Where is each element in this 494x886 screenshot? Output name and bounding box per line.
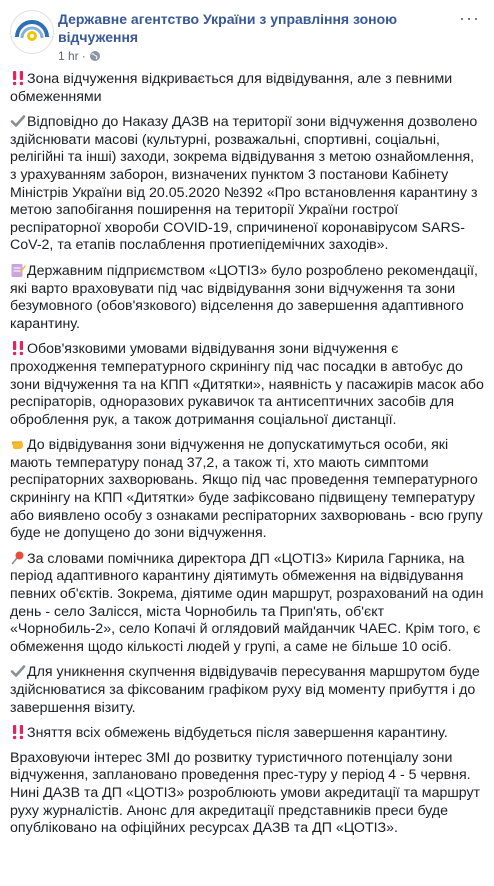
meta-separator: · — [81, 49, 86, 63]
paragraph-text: Відповідно до Наказу ДАЗВ на території зони відчуження дозволено здійснювати масові (культурні, розважальні, спортивні, соціальні, релігійні та інші) заходи, зокрема відвідування з метою ознайомлення, з урахуванням заборон, визначених пунктом 3 постанови Кабінету Міністрів України від 20.05.2020 №392 «Про встановлення карантину з метою запобігання поширення на території України гострої респіраторної хвороби COVID-19, спричиненої коронавірусом SARS-CoV-2, та етапів послаблення протиепідемічних заходів». — [10, 114, 478, 254]
post-paragraph — [10, 262, 484, 333]
post-paragraph — [10, 340, 484, 429]
paragraph-text: За словами помічника директора ДП «ЦОТІЗ» Кирила Гарника, на період адаптивного карантину діятимуть обмеження на відвідування певних об'єктів. Зокрема, діятиме один маршрут, розрахований на один день - село Залісся, міста Чорнобиль та Прип'ять, об'єкт «Чорнобиль-2», село Копачі й оглядовий майданчик ЧАЕС. Крім того, є обмеження щодо кількості людей у групі, а саме не більше 10 осіб. — [10, 550, 484, 655]
post-header — [10, 8, 484, 66]
post-paragraph — [10, 113, 484, 255]
paragraph-text: Для уникнення скупчення відвідувачів пересування маршрутом буде здійснюватися за фіксованим графіком руху від моменту прибуття і до завершення візиту. — [10, 664, 480, 716]
paragraph-text: Зняття всіх обмежень відбудеться після завершення карантину. — [27, 725, 448, 742]
agency-logo-icon — [11, 11, 53, 53]
memo-icon — [10, 262, 26, 278]
post-paragraph — [10, 436, 484, 543]
pointing-hand-icon — [10, 436, 26, 452]
check-mark-icon — [10, 663, 26, 679]
pushpin-icon — [10, 550, 26, 566]
check-mark-icon — [10, 113, 26, 129]
paragraph-text: Враховуючи інтерес ЗМІ до розвитку туристичного потенціалу зони відчуження, заплановано проведення прес-туру у період 4 - 5 червня. Нині ДАЗВ та ДП «ЦОТІЗ» розроблюють умови акредитації та маршрут руху журналістів. Анонс для акредитації представників преси буде опубліковано на офіційних ресурсах ДАЗВ та ДП «ЦОТІЗ». — [10, 749, 481, 837]
paragraph-text: Обов'язковими умовами відвідування зони відчуження є проходження температурного скринінгу під час посадки в автобус до зони відчуження та на КПП «Дитятки», наявність у пасажирів масок або респіраторів, одноразових рукавичок та антисептичних засобів для оброблення рук, а також дотримання соціальної дистанції. — [10, 341, 484, 428]
paragraph-text: Державним підприємством «ЦОТІЗ» було розроблено рекомендації, які варто враховувати під час відвідування зони відчуження та зони безумовного (обов'язкового) відселення до завершення адаптивного карантину. — [10, 262, 478, 332]
paragraph-text: Зона відчуження відкривається для відвідування, але з певними обмеженнями — [10, 71, 453, 105]
post-paragraph — [10, 724, 484, 743]
post-paragraph — [10, 550, 484, 657]
paragraph-text: До відвідування зони відчуження не допускатимуться особи, які мають температуру понад 37,2, а також ті, хто мають симптоми респіраторних захворювань. Якщо під час проведення температурного скринінгу на КПП «Дитятки» буде зафіксовано підвищену температуру або виявлено особу з ознаками респіраторних захворювань - всю групу буде не допущено до зони відчуження. — [10, 437, 483, 542]
post-paragraph — [10, 70, 484, 106]
double-exclamation-icon — [10, 340, 26, 356]
double-exclamation-icon — [10, 724, 26, 740]
page-avatar[interactable] — [10, 10, 54, 54]
more-options-icon[interactable]: ··· — [459, 8, 480, 28]
post-paragraph — [10, 663, 484, 717]
double-exclamation-icon — [10, 70, 26, 86]
page-name-link[interactable]: Державне агентство України з управління зоною відчуження — [58, 11, 398, 45]
post-body — [10, 70, 484, 845]
post-meta — [58, 49, 101, 63]
globe-icon[interactable] — [89, 50, 101, 62]
post-timestamp[interactable]: 1 hr — [58, 49, 79, 63]
post-paragraph — [10, 750, 484, 838]
